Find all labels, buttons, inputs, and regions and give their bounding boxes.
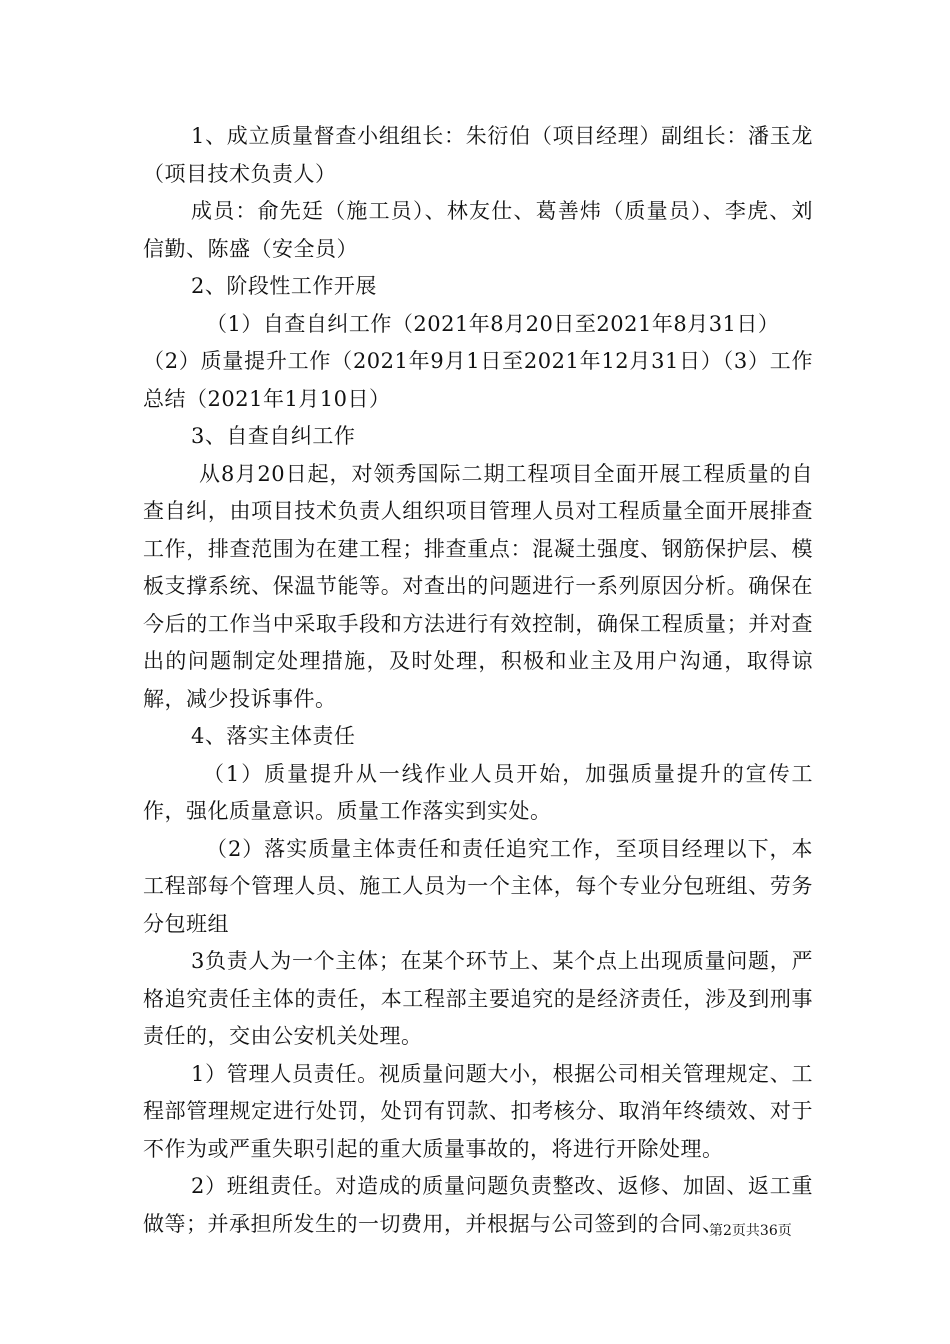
heading-self-check: 3、自查自纠工作: [191, 424, 356, 448]
heading-main-responsibility: 4、落实主体责任: [191, 724, 356, 748]
paragraph-team-responsibility: 2）班组责任。对造成的质量问题负责整改、返修、加固、返工重做等；并承担所发生的一切费用，并根据与公司签到的合同、: [143, 1174, 813, 1236]
paragraph-frontline-quality: （1）质量提升从一线作业人员开始，加强质量提升的宣传工作，强化质量意识。质量工作落实到实处。: [143, 761, 813, 823]
paragraph-quality-improvement-period: （2）质量提升工作（2021年9月1日至2021年12月31日）（3）工作总结（2021年1月10日）: [143, 349, 813, 411]
heading-phase-work: 2、阶段性工作开展: [191, 274, 377, 298]
paragraph-team-members: 成员：俞先廷（施工员）、林友仕、葛善炜（质量员）、李虎、刘信勤、陈盛（安全员）: [143, 199, 813, 261]
paragraph-quality-team: 1、成立质量督查小组组长：朱衍伯（项目经理）副组长：潘玉龙（项目技术负责人）: [143, 124, 813, 186]
page-number-footer: 第2页共36页: [709, 1223, 792, 1239]
paragraph-self-check-detail: 从8月20日起，对领秀国际二期工程项目全面开展工程质量的自查自纠，由项目技术负责人组织项目管理人员对工程质量全面开展排查工作，排查范围为在建工程；排查重点：混凝土强度、钢筋保护层、模板支撑系统、保温节能等。对查出的问题进行一系列原因分析。确保在今后的工作当中采取手段和方法进行有效控制，确保工程质量；并对查出的问题制定处理措施，及时处理，积极和业主及用户沟通，取得谅解，减少投诉事件。: [143, 461, 813, 711]
paragraph-responsible-person: 3负责人为一个主体；在某个环节上、某个点上出现质量问题，严格追究责任主体的责任，本工程部主要追究的是经济责任，涉及到刑事责任的，交由公安机关处理。: [143, 949, 813, 1048]
paragraph-responsibility-tracing: （2）落实质量主体责任和责任追究工作，至项目经理以下，本工程部每个管理人员、施工人员为一个主体，每个专业分包班组、劳务分包班组: [143, 836, 813, 936]
paragraph-self-check-period: （1）自查自纠工作（2021年8月20日至2021年8月31日）: [206, 311, 780, 336]
paragraph-manager-responsibility: 1）管理人员责任。视质量问题大小，根据公司相关管理规定、工程部管理规定进行处罚，处罚有罚款、扣考核分、取消年终绩效、对于不作为或严重失职引起的重大质量事故的，将进行开除处理。: [143, 1061, 813, 1161]
document-body: [143, 118, 813, 1243]
